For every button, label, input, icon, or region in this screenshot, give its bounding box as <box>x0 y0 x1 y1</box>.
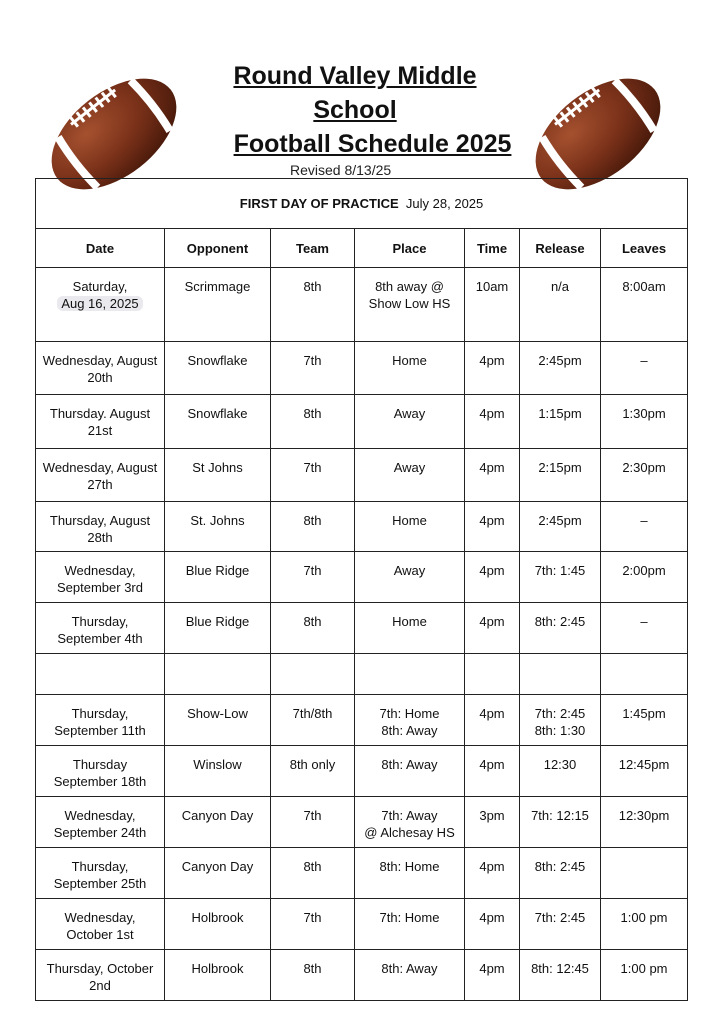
cell-date <box>36 502 165 552</box>
cell-time-line: 4pm <box>479 757 505 772</box>
cell-date <box>36 603 165 654</box>
cell-release-line: 7th: 12:15 <box>531 808 589 823</box>
cell-date-line: September 4th <box>57 631 143 646</box>
cell-time <box>465 449 520 502</box>
cell-date-line: Thursday, October <box>46 961 154 976</box>
revised-date: Revised 8/13/25 <box>290 162 392 178</box>
cell-team-line: 8th <box>303 961 322 976</box>
cell-opponent-line: Holbrook <box>191 961 244 976</box>
cell-release-line: 7th: 1:45 <box>534 563 586 578</box>
cell-place <box>355 268 465 342</box>
cell-date <box>36 797 165 848</box>
table-row <box>36 268 688 342</box>
cell-leaves <box>601 654 688 695</box>
cell-time <box>465 268 520 342</box>
cell-release-line: 8th: 1:30 <box>534 723 586 738</box>
cell-release <box>520 449 601 502</box>
cell-date <box>36 848 165 899</box>
cell-leaves <box>601 552 688 603</box>
cell-place <box>355 449 465 502</box>
cell-release <box>520 695 601 746</box>
cell-time-line: 4pm <box>479 460 505 475</box>
cell-opponent <box>165 552 271 603</box>
cell-release-line: 8th: 2:45 <box>534 614 586 629</box>
cell-leaves <box>601 695 688 746</box>
cell-leaves <box>601 449 688 502</box>
cell-leaves <box>601 502 688 552</box>
cell-release <box>520 268 601 342</box>
cell-team <box>271 603 355 654</box>
cell-leaves <box>601 899 688 950</box>
cell-opponent-line: St. Johns <box>190 513 245 528</box>
cell-leaves <box>601 395 688 449</box>
cell-time-line: 4pm <box>479 353 505 368</box>
cell-time <box>465 848 520 899</box>
cell-place-line: 8th away @ <box>375 279 444 294</box>
cell-opponent <box>165 342 271 395</box>
cell-team-line: 8th <box>303 513 322 528</box>
table-row <box>36 950 688 1001</box>
table-row <box>36 899 688 950</box>
cell-time-line: 4pm <box>479 910 505 925</box>
cell-time-line: 4pm <box>479 563 505 578</box>
cell-time-line: 3pm <box>479 808 505 823</box>
cell-release-line: n/a <box>550 279 570 294</box>
cell-team <box>271 552 355 603</box>
cell-place <box>355 654 465 695</box>
cell-date <box>36 695 165 746</box>
cell-date-line: Saturday, <box>72 279 128 294</box>
cell-time <box>465 746 520 797</box>
cell-place-line: 8th: Away <box>381 757 438 772</box>
cell-place <box>355 797 465 848</box>
cell-time-line: 4pm <box>479 961 505 976</box>
cell-time <box>465 342 520 395</box>
cell-release-line: 2:15pm <box>538 460 582 475</box>
cell-opponent <box>165 950 271 1001</box>
cell-date <box>36 746 165 797</box>
cell-team <box>271 502 355 552</box>
col-header-leaves: Leaves <box>601 229 688 268</box>
practice-banner-date: July 28, 2025 <box>405 196 484 211</box>
cell-place-line: Home <box>392 353 427 368</box>
cell-date <box>36 552 165 603</box>
header-row <box>36 229 688 268</box>
cell-opponent <box>165 695 271 746</box>
cell-release <box>520 654 601 695</box>
schedule-table <box>35 178 688 1001</box>
cell-date-line: September 3rd <box>57 580 143 595</box>
cell-release <box>520 746 601 797</box>
cell-team-line: 8th <box>303 614 322 629</box>
practice-banner <box>36 179 688 229</box>
cell-place-line: Away <box>393 406 426 421</box>
cell-team-line: 8th <box>303 859 322 874</box>
cell-release-line: 12:30 <box>543 757 577 772</box>
cell-date-line: 21st <box>87 423 113 438</box>
cell-place <box>355 899 465 950</box>
cell-team-line: 7th <box>303 563 322 578</box>
cell-time-line: 4pm <box>479 859 505 874</box>
page-title-line-2: School <box>313 96 397 124</box>
table-row <box>36 848 688 899</box>
cell-leaves-line: 1:45pm <box>622 706 666 721</box>
cell-time <box>465 899 520 950</box>
cell-opponent-line: Canyon Day <box>181 808 254 823</box>
cell-release-line: 2:45pm <box>538 353 582 368</box>
cell-time-line: 4pm <box>479 614 505 629</box>
cell-opponent <box>165 268 271 342</box>
cell-place-line: 8th: Away <box>381 723 438 738</box>
cell-leaves <box>601 848 688 899</box>
cell-opponent-line: Scrimmage <box>184 279 251 294</box>
cell-opponent-line: Blue Ridge <box>185 563 250 578</box>
table-row <box>36 797 688 848</box>
cell-place <box>355 848 465 899</box>
cell-leaves-line: 2:30pm <box>622 460 666 475</box>
cell-team-line: 7th <box>303 808 322 823</box>
cell-date-line: Wednesday, August <box>42 353 158 368</box>
cell-place-line: Home <box>392 513 427 528</box>
cell-date-line: Thursday, August <box>49 513 151 528</box>
cell-leaves <box>601 603 688 654</box>
table-row <box>36 746 688 797</box>
cell-team <box>271 746 355 797</box>
cell-leaves <box>601 797 688 848</box>
cell-place-line: 7th: Away <box>381 808 438 823</box>
cell-date <box>36 950 165 1001</box>
cell-date-line: 2nd <box>89 978 111 993</box>
cell-place <box>355 395 465 449</box>
table-row <box>36 695 688 746</box>
cell-place-line: Show Low HS <box>368 296 451 311</box>
cell-opponent-line: Holbrook <box>191 910 244 925</box>
cell-opponent <box>165 848 271 899</box>
cell-place <box>355 342 465 395</box>
cell-team-line: 8th <box>303 406 322 421</box>
cell-release-line: 7th: 2:45 <box>534 910 586 925</box>
table-row <box>36 552 688 603</box>
cell-time <box>465 797 520 848</box>
date-highlight: Aug 16, 2025 <box>57 296 142 311</box>
table-row <box>36 502 688 552</box>
cell-leaves-line: – <box>640 353 648 368</box>
cell-date <box>36 395 165 449</box>
page-title-line-1: Round Valley Middle <box>233 62 477 90</box>
cell-date-line: 28th <box>87 530 113 545</box>
cell-team <box>271 395 355 449</box>
cell-team-line: 7th <box>303 353 322 368</box>
cell-time-line: 10am <box>475 279 509 294</box>
cell-date <box>36 342 165 395</box>
cell-team <box>271 449 355 502</box>
cell-date <box>36 654 165 695</box>
cell-time <box>465 950 520 1001</box>
cell-opponent <box>165 395 271 449</box>
cell-team-line: 7th <box>303 460 322 475</box>
cell-opponent <box>165 797 271 848</box>
cell-release-line: 8th: 12:45 <box>531 961 589 976</box>
cell-leaves-line: 8:00am <box>622 279 666 294</box>
cell-release <box>520 899 601 950</box>
cell-team <box>271 268 355 342</box>
cell-release-line: 8th: 2:45 <box>534 859 586 874</box>
cell-opponent <box>165 449 271 502</box>
cell-date-line: October 1st <box>66 927 134 942</box>
col-header-place: Place <box>355 229 465 268</box>
cell-team <box>271 848 355 899</box>
cell-leaves <box>601 950 688 1001</box>
cell-date-line: Thursday, <box>71 706 129 721</box>
cell-opponent-line: Snowflake <box>187 406 248 421</box>
cell-date <box>36 268 165 342</box>
cell-opponent <box>165 603 271 654</box>
cell-team <box>271 695 355 746</box>
cell-team-line: 8th only <box>289 757 336 772</box>
cell-leaves-line: – <box>640 614 648 629</box>
cell-date-line: Thursday. August <box>49 406 151 421</box>
page-title-line-3: Football Schedule 2025 <box>233 130 512 158</box>
cell-time <box>465 695 520 746</box>
table-row <box>36 395 688 449</box>
cell-place-line: 8th: Away <box>381 961 438 976</box>
cell-team <box>271 797 355 848</box>
cell-place-line: 7th: Home <box>379 910 440 925</box>
cell-team-line: 7th <box>303 910 322 925</box>
cell-place-line: 7th: Home <box>379 706 440 721</box>
col-header-date: Date <box>36 229 165 268</box>
cell-place <box>355 552 465 603</box>
cell-time <box>465 552 520 603</box>
cell-leaves-line: 12:30pm <box>618 808 670 823</box>
cell-leaves <box>601 268 688 342</box>
cell-opponent-line: Winslow <box>193 757 242 772</box>
cell-leaves-line: 2:00pm <box>622 563 666 578</box>
cell-opponent-line: Show-Low <box>187 706 248 721</box>
cell-date <box>36 899 165 950</box>
cell-place-line: 8th: Home <box>379 859 440 874</box>
cell-leaves <box>601 746 688 797</box>
table-row <box>36 654 688 695</box>
cell-team <box>271 654 355 695</box>
cell-place <box>355 746 465 797</box>
cell-release-line: 1:15pm <box>538 406 582 421</box>
cell-opponent <box>165 654 271 695</box>
cell-release <box>520 603 601 654</box>
col-header-opponent: Opponent <box>165 229 271 268</box>
cell-opponent <box>165 899 271 950</box>
cell-date-line: September 11th <box>54 723 146 738</box>
cell-team-line: 8th <box>303 279 322 294</box>
cell-release <box>520 552 601 603</box>
cell-place-line: Home <box>392 614 427 629</box>
cell-opponent <box>165 746 271 797</box>
cell-opponent <box>165 502 271 552</box>
cell-release <box>520 395 601 449</box>
cell-date-line: 27th <box>87 477 113 492</box>
cell-team-line: 7th/8th <box>292 706 333 721</box>
table-row <box>36 342 688 395</box>
practice-banner-label: FIRST DAY OF PRACTICE <box>239 196 399 211</box>
cell-date <box>36 449 165 502</box>
cell-opponent-line: Blue Ridge <box>185 614 250 629</box>
cell-leaves-line: 12:45pm <box>618 757 670 772</box>
cell-release <box>520 797 601 848</box>
col-header-time: Time <box>465 229 520 268</box>
cell-date-line: September 24th <box>53 825 147 840</box>
cell-date-line <box>36 295 164 312</box>
practice-banner-row <box>36 179 688 229</box>
table-row <box>36 603 688 654</box>
cell-date-line: Thursday <box>72 757 128 772</box>
cell-opponent-line: Snowflake <box>187 353 248 368</box>
cell-release <box>520 950 601 1001</box>
cell-release <box>520 502 601 552</box>
cell-release-line: 7th: 2:45 <box>534 706 586 721</box>
cell-date-line: Wednesday, <box>64 910 136 925</box>
cell-place-line: Away <box>393 460 426 475</box>
cell-place-line: Away <box>393 563 426 578</box>
cell-leaves <box>601 342 688 395</box>
cell-place <box>355 502 465 552</box>
col-header-release: Release <box>520 229 601 268</box>
cell-date-line: Thursday, <box>71 859 129 874</box>
cell-leaves-line: – <box>640 513 648 528</box>
cell-opponent-line: Canyon Day <box>181 859 254 874</box>
cell-team <box>271 899 355 950</box>
cell-leaves-line: 1:00 pm <box>620 910 668 925</box>
cell-date-line: Wednesday, <box>64 808 136 823</box>
cell-place <box>355 950 465 1001</box>
cell-time <box>465 603 520 654</box>
cell-release <box>520 342 601 395</box>
cell-release <box>520 848 601 899</box>
cell-date-line: September 18th <box>53 774 147 789</box>
cell-place <box>355 695 465 746</box>
cell-place-line: @ Alchesay HS <box>364 825 455 840</box>
cell-time-line: 4pm <box>479 513 505 528</box>
col-header-team: Team <box>271 229 355 268</box>
cell-time-line: 4pm <box>479 406 505 421</box>
cell-date-line: Thursday, <box>71 614 129 629</box>
cell-place <box>355 603 465 654</box>
cell-release-line: 2:45pm <box>538 513 582 528</box>
cell-leaves-line: 1:30pm <box>622 406 666 421</box>
cell-date-line: Wednesday, <box>64 563 136 578</box>
cell-time-line: 4pm <box>479 706 505 721</box>
cell-time <box>465 395 520 449</box>
cell-time <box>465 502 520 552</box>
cell-date-line: Wednesday, August <box>42 460 158 475</box>
cell-team <box>271 342 355 395</box>
cell-time <box>465 654 520 695</box>
cell-date-line: September 25th <box>53 876 147 891</box>
cell-leaves-line: 1:00 pm <box>620 961 668 976</box>
table-row <box>36 449 688 502</box>
cell-date-line: 20th <box>87 370 113 385</box>
cell-team <box>271 950 355 1001</box>
cell-opponent-line: St Johns <box>192 460 243 475</box>
